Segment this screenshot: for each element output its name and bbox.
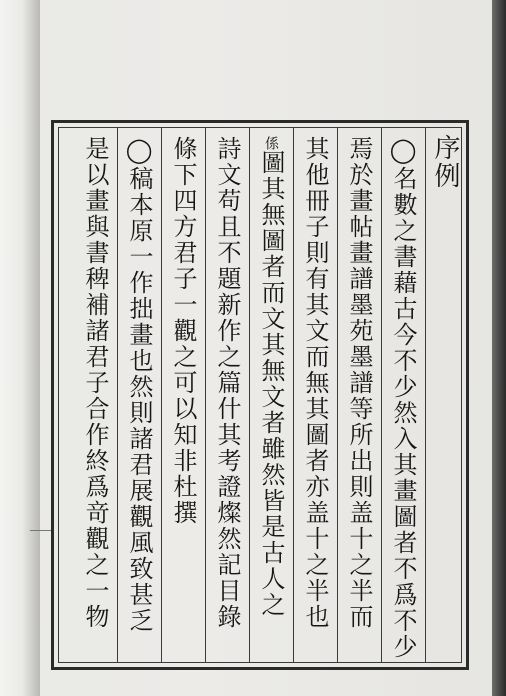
text-column-5: 詩文苟且不題新作之篇什其考證燦然記目錄 <box>213 136 241 630</box>
small-annotation: 係 <box>263 136 279 150</box>
text-frame <box>51 120 469 670</box>
column-rule <box>337 128 338 662</box>
text-frame-inner <box>58 127 462 663</box>
text-column-7: ◯稿本原一作拙畫也然則諸君展觀風致甚乏 <box>125 136 153 634</box>
text-column-4-body: 圖其無圖者而文其無文者雖然皆是古人之 <box>257 150 285 618</box>
column-rule <box>293 128 294 662</box>
column-rule <box>205 128 206 662</box>
page-edge-right <box>492 0 506 696</box>
page-gutter-left <box>0 0 40 696</box>
column-rule <box>117 128 118 662</box>
column-rule <box>381 128 382 662</box>
column-rule <box>161 128 162 662</box>
margin-mark <box>30 530 52 531</box>
section-title: 序例 <box>430 134 460 190</box>
text-column-1: ◯名數之書藉古今不少然入其畫圖者不爲不少 <box>389 136 417 660</box>
text-column-6: 條下四方君子一觀之可以知非杜撰 <box>169 136 197 526</box>
text-column-4 <box>253 136 289 618</box>
text-column-8: 是以畫與書稗補諸君子合作終爲竒觀之一物 <box>81 136 109 630</box>
text-column-2: 焉於畫帖畫譜墨苑墨譜等所出則盖十之半而 <box>345 136 373 630</box>
column-rule <box>249 128 250 662</box>
column-rule <box>425 128 426 662</box>
text-column-3: 其他冊子則有其文而無其圖者亦盖十之半也 <box>301 136 329 630</box>
